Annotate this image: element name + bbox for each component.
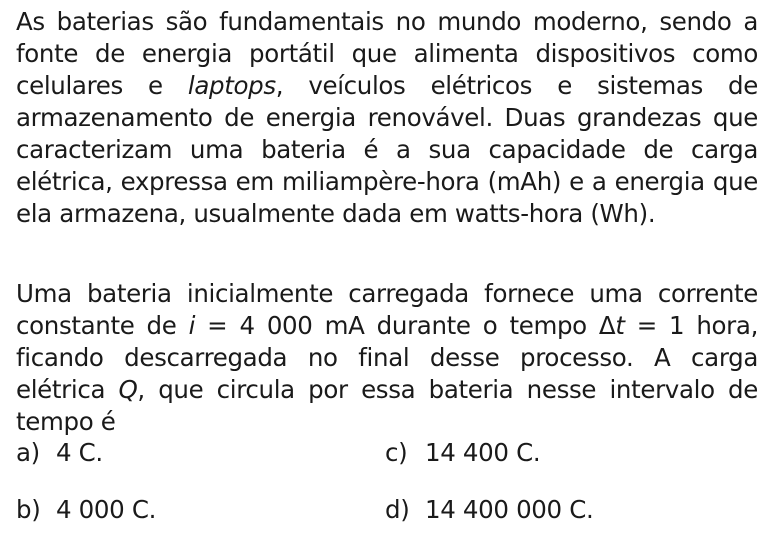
option-c[interactable] [385, 437, 540, 469]
context-text-2: , veículos elétricos e sistemas de armazenamento de energia renovável. Duas grandezas que caracterizam uma bateria é a sua capacidade de carga elétrica, expressa em miliampère-hora (mAh) e a energia que ela armazena, usualmente dada em watts-hora (Wh). [16, 71, 758, 228]
option-b[interactable] [16, 494, 156, 526]
question-text-1: Uma bateria inicialmente carregada fornece uma corrente constante de [16, 279, 758, 340]
question-text-3: = 1 hora, ficando descarregada no final desse processo. A carga elétrica [16, 311, 759, 404]
option-d[interactable] [385, 494, 593, 526]
time-variable: t [615, 311, 625, 340]
context-paragraph [16, 6, 758, 230]
option-d-letter: d) [385, 495, 410, 524]
option-a[interactable] [16, 437, 103, 469]
option-c-text: 14 400 C. [425, 438, 541, 467]
context-text-1: As baterias são fundamentais no mundo moderno, sendo a fonte de energia portátil que alimenta dispositivos como celulares e [16, 7, 758, 100]
question-paragraph [16, 278, 758, 438]
option-a-text: 4 C. [56, 438, 103, 467]
option-d-text: 14 400 000 C. [425, 495, 594, 524]
option-b-text: 4 000 C. [56, 495, 157, 524]
question-text-4: , que circula por essa bateria nesse intervalo de tempo é [16, 375, 758, 436]
current-variable: i [188, 311, 196, 340]
laptops-word: laptops [187, 71, 276, 100]
charge-variable: Q [118, 375, 138, 404]
option-c-letter: c) [385, 438, 408, 467]
option-b-letter: b) [16, 495, 41, 524]
question-text-2: = 4 000 mA durante o tempo Δ [195, 311, 616, 340]
option-a-letter: a) [16, 438, 40, 467]
